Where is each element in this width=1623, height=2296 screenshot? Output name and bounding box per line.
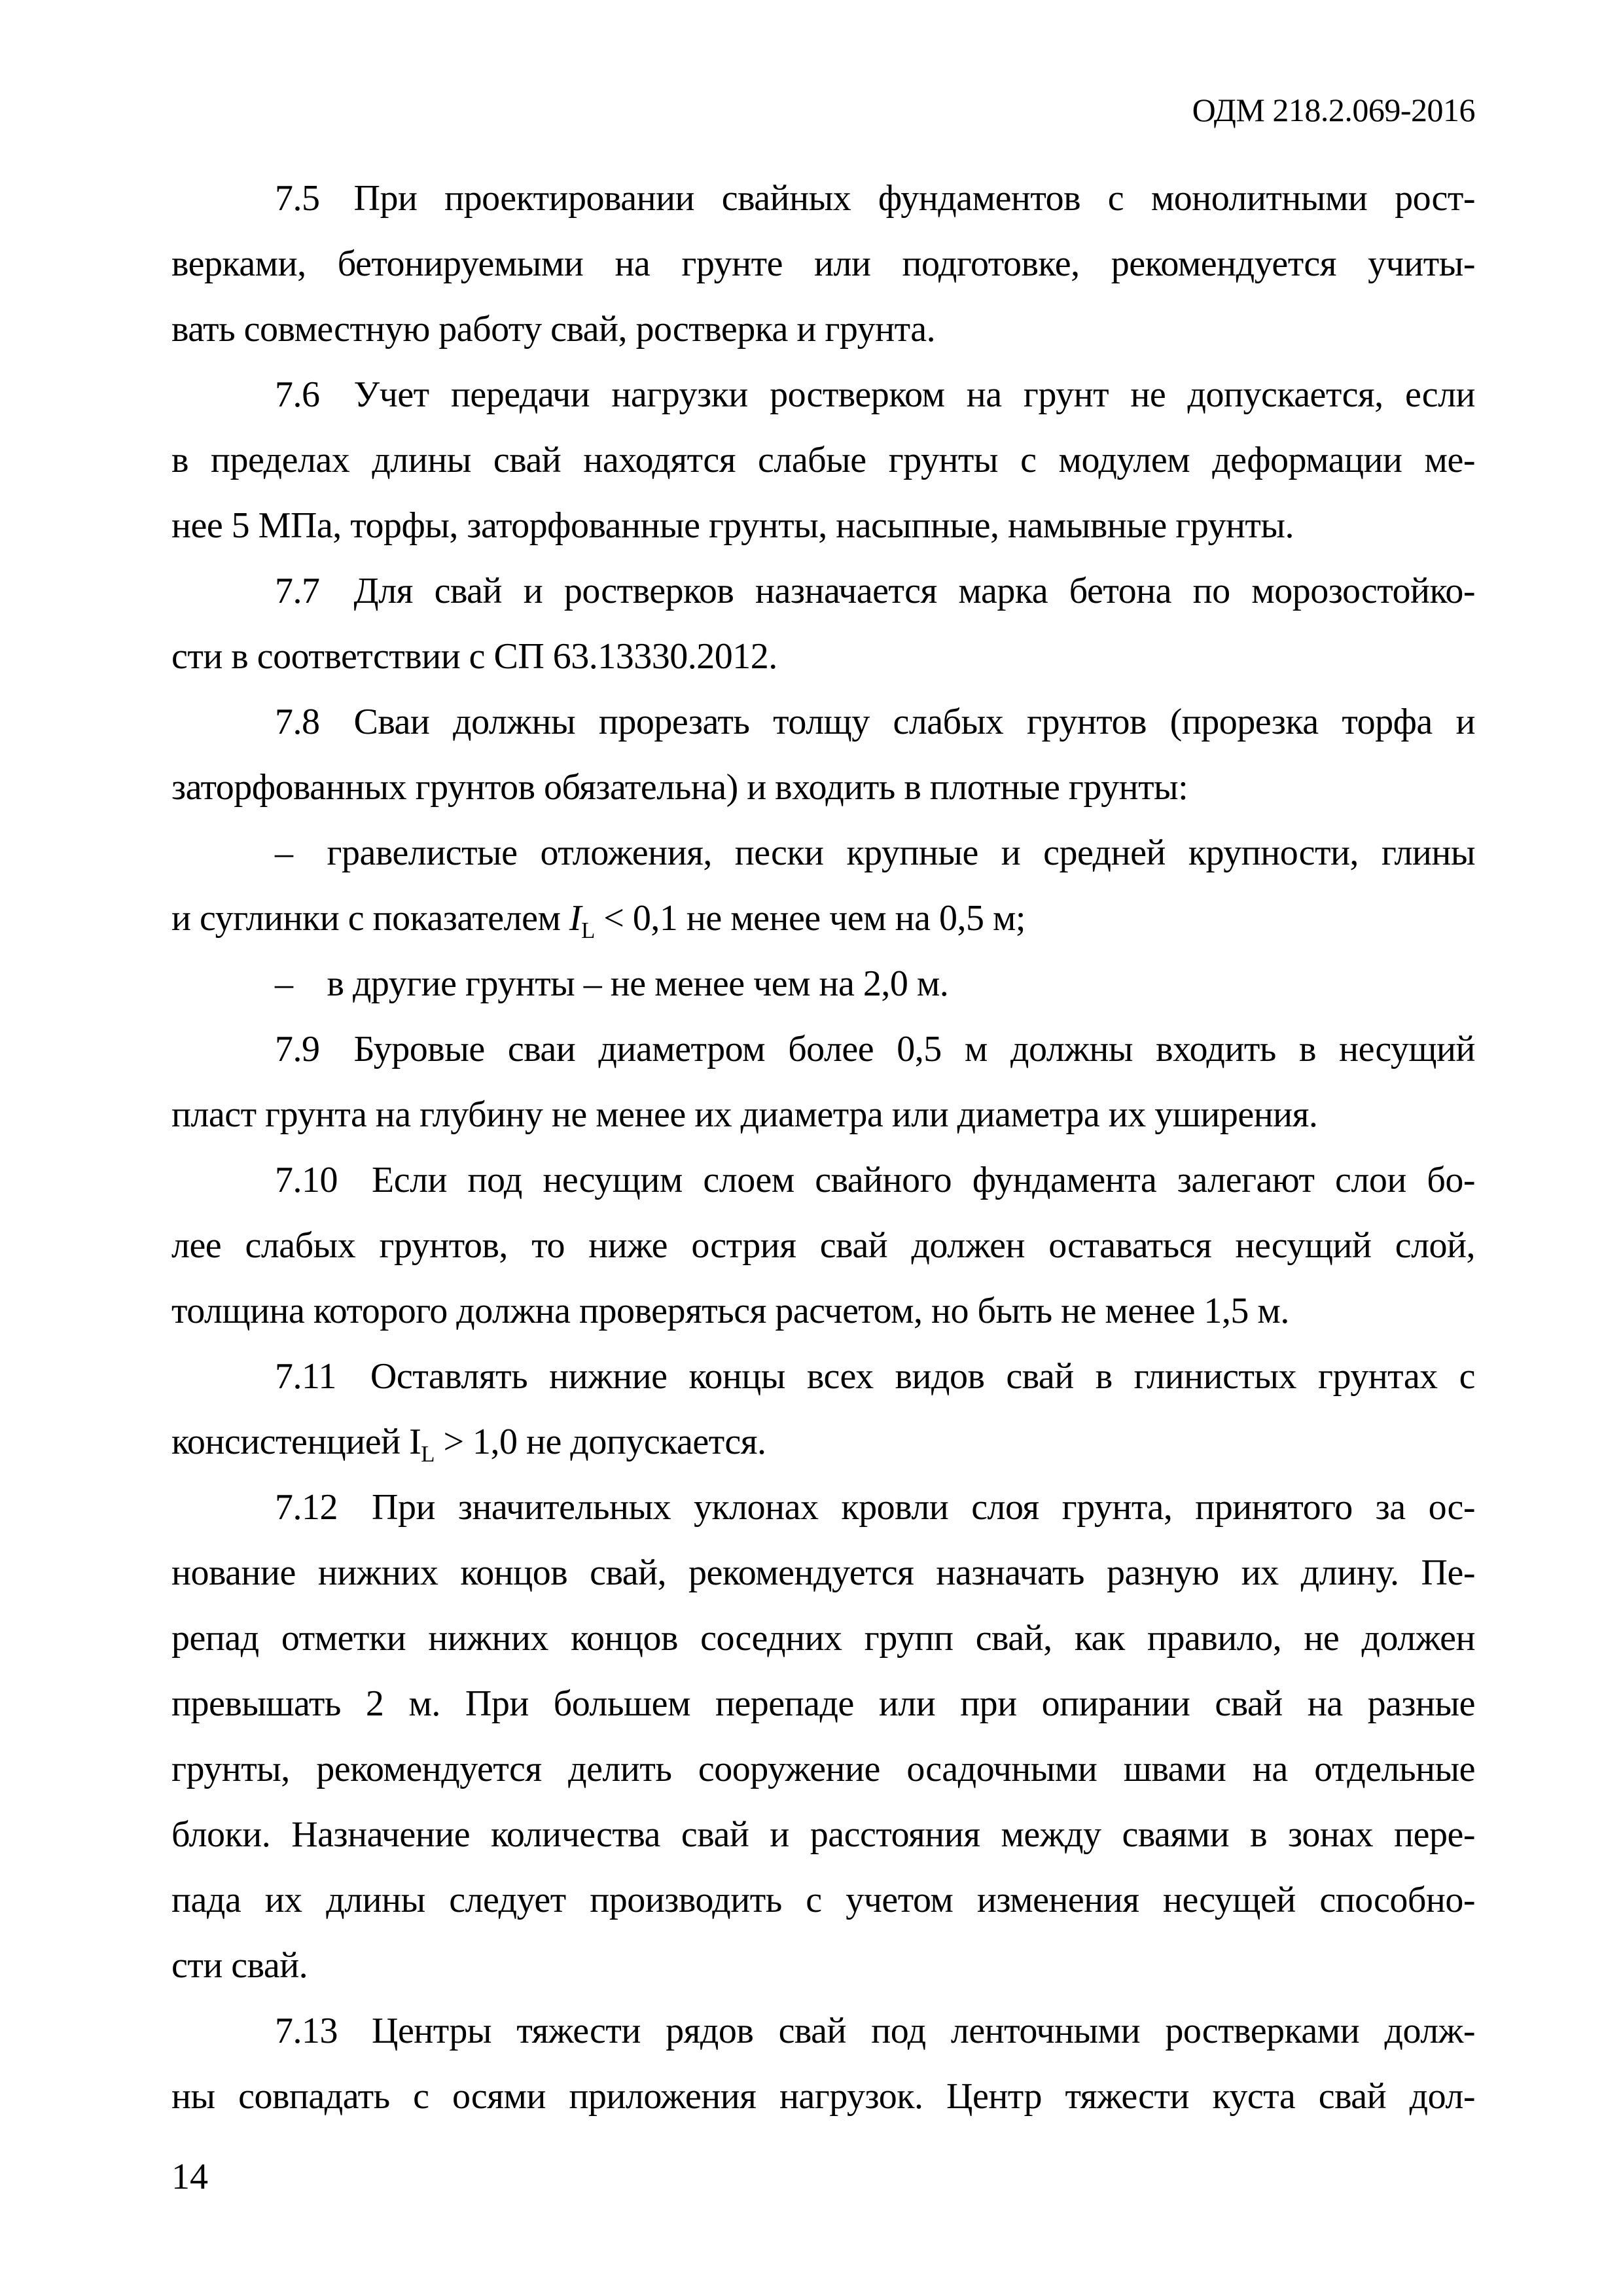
text-line: в пределах длины свай находятся слабые грунты с модулем деформации ме-: [171, 440, 1475, 480]
text-line: – в другие грунты – не менее чем на 2,0 м.: [275, 963, 949, 1004]
text-line: 7.12 При значительных уклонах кровли слоя грунта, принятого за ос-: [275, 1487, 1475, 1528]
text-line: 7.8 Сваи должны прорезать толщу слабых грунтов (прорезка торфа и: [275, 702, 1475, 742]
text-line: консистенцией $I_L > 1,0$ не допускается.: [171, 1422, 766, 1467]
text-line: нее 5 МПа, торфы, заторфованные грунты, насыпные, намывные грунты.: [171, 505, 1294, 546]
text-line: пласт грунта на глубину не менее их диаметра или диаметра их уширения.: [171, 1094, 1318, 1135]
text-line: пада их длины следует производить с учетом изменения несущей способно-: [171, 1880, 1475, 1920]
text-line: репад отметки нижних концов соседних групп свай, как правило, не должен: [171, 1618, 1475, 1659]
text-line: 7.10 Если под несущим слоем свайного фундамента залегают слои бо-: [275, 1160, 1475, 1200]
text-line: заторфованных грунтов обязательна) и входить в плотные грунты:: [171, 767, 1188, 808]
text-line: 7.9 Буровые сваи диаметром более 0,5 м должны входить в несущий: [275, 1029, 1475, 1069]
text-line: грунты, рекомендуется делить сооружение осадочными швами на отдельные: [171, 1749, 1475, 1789]
text-line: превышать 2 м. При большем перепаде или при опирании свай на разные: [171, 1683, 1475, 1724]
text-line: 7.13 Центры тяжести рядов свай под ленточными ростверками долж-: [275, 2011, 1475, 2051]
document-code-header: ОДМ 218.2.069-2016: [1192, 92, 1475, 128]
text-line: сти в соответствии с СП 63.13330.2012.: [171, 636, 777, 677]
text-line: сти свай.: [171, 1945, 308, 1986]
text-line: толщина которого должна проверяться расчетом, но быть не менее 1,5 м.: [171, 1291, 1289, 1331]
text-line: 7.7 Для свай и ростверков назначается марка бетона по морозостойко-: [275, 571, 1475, 611]
liquidity-index-symbol: $I_L$: [409, 1422, 435, 1467]
text-line: 7.11 Оставлять нижние концы всех видов свай в глинистых грунтах с: [275, 1356, 1475, 1397]
text-line: верками, бетонируемыми на грунте или подготовке, рекомендуется учиты-: [171, 243, 1475, 284]
text-line: вать совместную работу свай, ростверка и грунта.: [171, 309, 936, 350]
text-line: лее слабых грунтов, то ниже острия свай должен оставаться несущий слой,: [171, 1225, 1475, 1266]
text-line: – гравелистые отложения, пески крупные и средней крупности, глины: [275, 833, 1475, 873]
text-line: нование нижних концов свай, рекомендуется назначать разную их длину. Пе-: [171, 1552, 1475, 1593]
liquidity-index-symbol: I: [569, 898, 582, 939]
text-line: 7.6 Учет передачи нагрузки ростверком на грунт не допускается, если: [275, 374, 1475, 415]
text-line: 7.5 При проектировании свайных фундаментов с монолитными рост-: [275, 178, 1475, 219]
document-body: [171, 166, 1475, 2129]
text-line: блоки. Назначение количества свай и расстояния между сваями в зонах пере-: [171, 1814, 1475, 1855]
text-line: и суглинки с показателем $I_L < 0,1$ не менее чем на 0,5 м;: [171, 898, 1026, 944]
text-line: ны совпадать с осями приложения нагрузок. Центр тяжести куста свай дол-: [171, 2076, 1475, 2117]
page-number: 14: [171, 2157, 208, 2197]
